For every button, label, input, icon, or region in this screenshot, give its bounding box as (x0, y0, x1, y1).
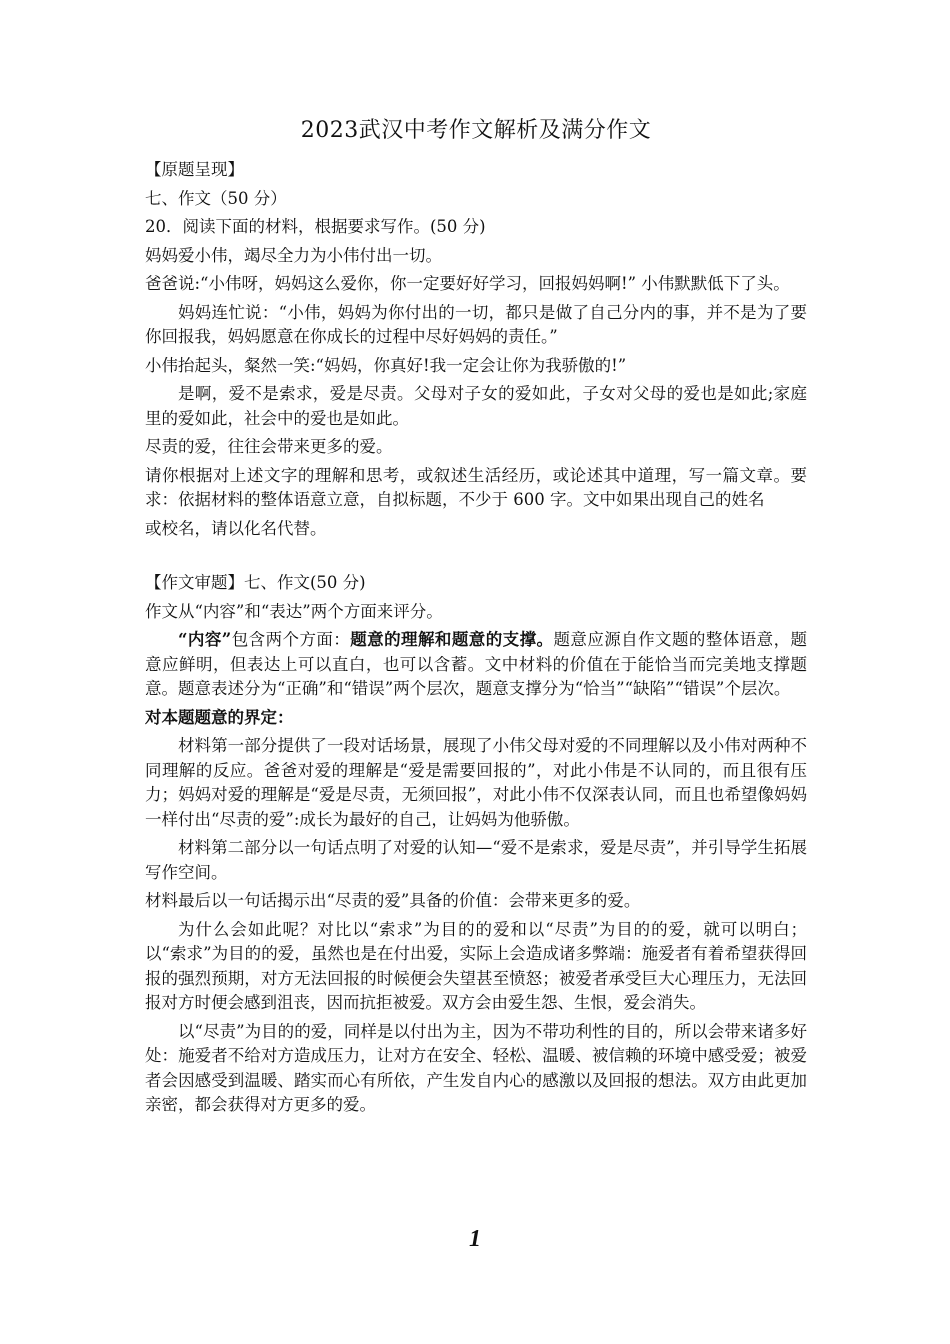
question-line: 20．阅读下面的材料，根据要求写作。(50 分) (145, 217, 486, 236)
writing-requirement-continued: 或校名，请以化名代替。 (145, 518, 327, 538)
material-line-4: 小伟抬起头，粲然一笑:“妈妈，你真好!我一定会让你为我骄傲的!” (145, 355, 627, 375)
analysis-paragraph-5: 以“尽责”为目的的爱，同样是以付出为主，因为不带功利性的目的，所以会带来诸多好处：施爱者不给对方造成压力，让对方在安全、轻松、温暖、被信赖的环境中感受爱；被爱者会因感受到温暖、踏实而心有所依，产生发自内心的感激以及回报的想法。双方由此更加亲密，都会获得对方更多的爱。 (145, 1021, 807, 1114)
material-line-2: 爸爸说:“小伟呀，妈妈这么爱你，你一定要好好学习，回报妈妈啊!” 小伟默默低下了头。 (145, 274, 790, 293)
document-title: 2023武汉中考作文解析及满分作文 (300, 118, 652, 143)
material-line-6: 尽责的爱，往往会带来更多的爱。 (145, 437, 393, 456)
material-line-3: 妈妈连忙说：“小伟，妈妈为你付出的一切，都只是做了自己分内的事，并不是为了要你回报我，妈妈愿意在你成长的过程中尽好妈妈的责任。” (145, 302, 807, 346)
review-heading: 【作文审题】七、作文(50 分) (145, 573, 366, 592)
content-rest: 题意应源自作文题的整体语意，题意应鲜明，但表达上可以直白，也可以含蓄。文中材料的价值在于能恰当而完美地支撑题意。题意表述分为“正确”和“错误”两个层次，题意支撑分为“恰当”“缺陷”“错误”个层次。 (145, 630, 808, 698)
analysis-paragraph-1: 材料第一部分提供了一段对话场景，展现了小伟父母对爱的不同理解以及小伟对两种不同理解的反应。爸爸对爱的理解是“爱是需要回报的”，对此小伟是不认同的，而且很有压力；妈妈对爱的理解是“爱是尽责，无须回报”，对此小伟不仅深表认同，而且也希望像妈妈一样付出“尽责的爱”:成长为最好的自己，让妈妈为他骄傲。 (145, 736, 807, 829)
document-content (145, 116, 807, 1122)
content-paragraph (145, 628, 807, 702)
analysis-paragraph-3: 材料最后以一句话揭示出“尽责的爱”具备的价值：会带来更多的爱。 (145, 891, 641, 910)
section-gap (145, 545, 807, 571)
section-original-heading: 【原题呈现】 (145, 160, 244, 179)
question-heading: 七、作文（50 分） (145, 188, 287, 208)
material-line-5: 是啊，爱不是索求，爱是尽责。父母对子女的爱如此，子女对父母的爱也是如此;家庭里的爱如此，社会中的爱也是如此。 (145, 384, 807, 428)
page-number: 1 (469, 1226, 481, 1252)
definition-heading: 对本题题意的界定： (145, 707, 294, 727)
analysis-paragraph-4: 为什么会如此呢？对比以“索求”为目的的爱和以“尽责”为目的的爱，就可以明白； 以“索求”为目的的爱，虽然也是在付出爱，实际上会造成诸多弊端：施爱者有着希望获得回报的强烈预期，对方无法回报的时候便会失望甚至愤怒；被爱者承受巨大心理压力，无法回报对方时便会感到沮丧，因而抗拒被爱。双方会由爱生怨、生恨，爱会消失。 (145, 919, 807, 1012)
analysis-paragraph-2: 材料第二部分以一句话点明了对爱的认知—“爱不是索求，爱是尽责”，并引导学生拓展写作空间。 (145, 838, 807, 882)
content-lead-bold: “内容” (178, 630, 232, 649)
writing-requirement: 请你根据对上述文字的理解和思考，或叙述生活经历，或论述其中道理，写一篇文章。要求：依据材料的整体语意立意，自拟标题，不少于 600 字。文中如果出现自己的姓名 (145, 465, 807, 509)
review-intro: 作文从“内容”和“表达”两个方面来评分。 (145, 601, 443, 621)
material-line-1: 妈妈爱小伟，竭尽全力为小伟付出一切。 (145, 245, 442, 265)
content-middle: 包含两个方面： (231, 630, 351, 649)
content-bold-part: 题意的理解和题意的支撑。 (350, 630, 554, 649)
